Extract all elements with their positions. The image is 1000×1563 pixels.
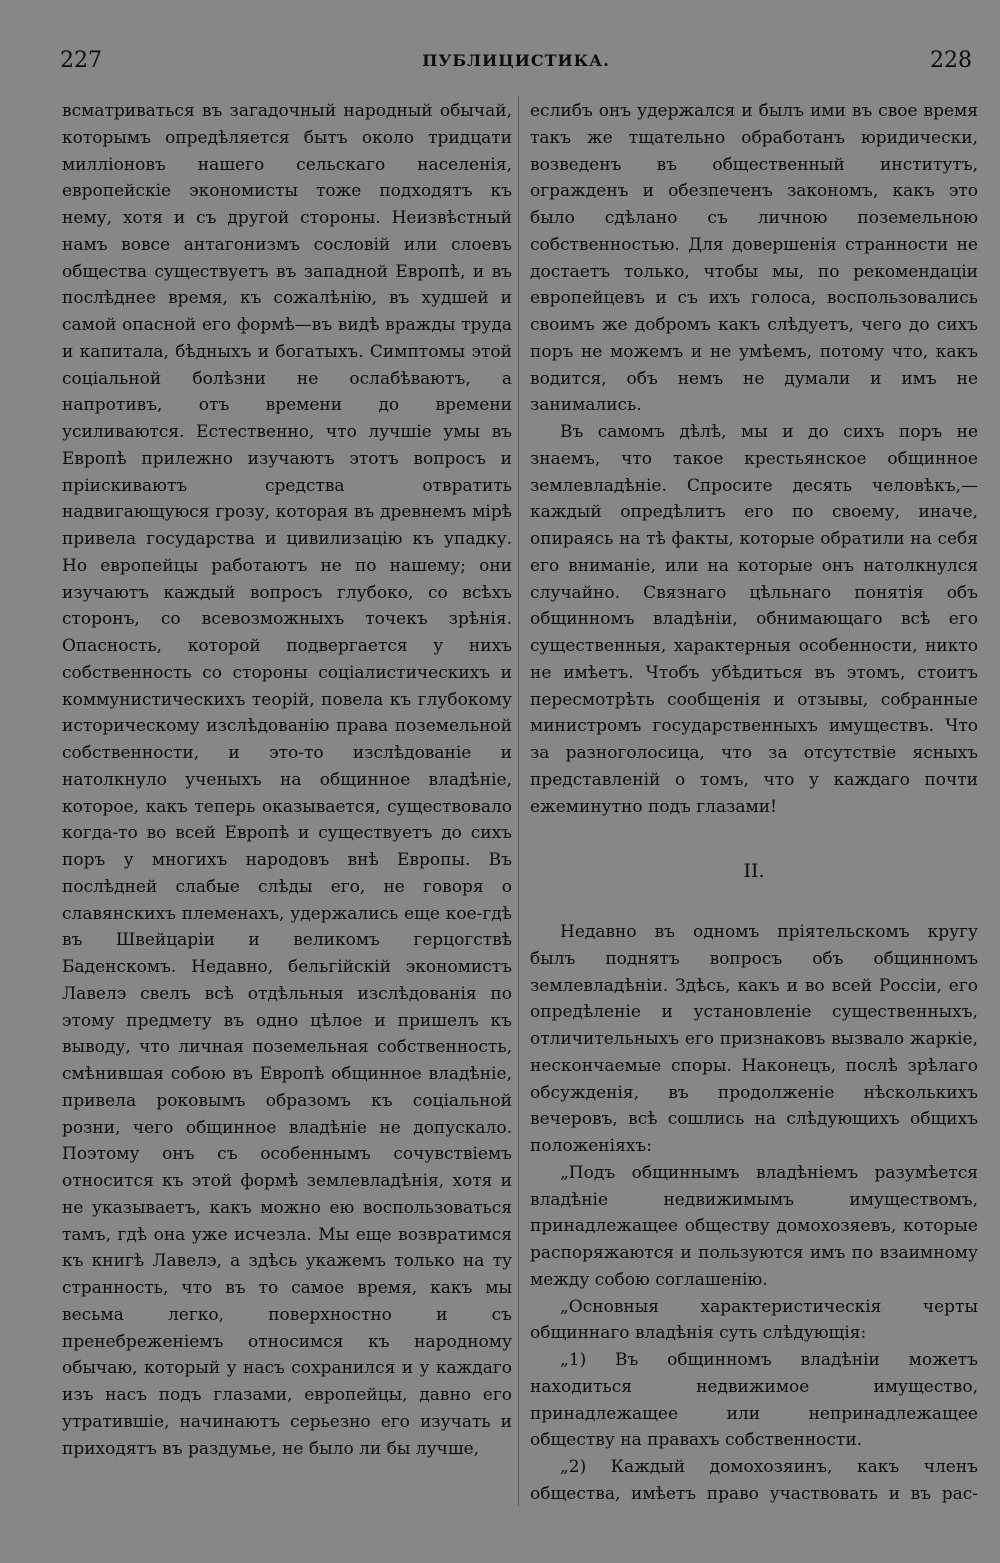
section-number: II. bbox=[743, 860, 765, 883]
left-column bbox=[62, 98, 512, 1462]
page-number-right: 228 bbox=[930, 48, 972, 73]
running-header bbox=[60, 48, 972, 80]
paragraph: еслибъ онъ удержался и былъ ими въ свое время такъ же тщательно обработанъ юридически, возведенъ въ общественный институтъ, огражденъ и обезпеченъ закономъ, какъ это было сдѣлано съ личною поземельною собственностью. Для довершенія странности не достаетъ только, чтобы мы, по рекомендаціи европейцевъ и съ ихъ голоса, воспользовались своимъ же добромъ какъ слѣдуетъ, чего до сихъ поръ не можемъ и не умѣемъ, потому что, какъ водится, объ немъ не думали и имъ не занимались. bbox=[530, 101, 978, 416]
column-divider bbox=[518, 96, 519, 1506]
right-column bbox=[530, 98, 978, 1508]
paragraph: „2) Каждый домохозяинъ, какъ членъ общества, имѣетъ право участвовать и въ рас- bbox=[530, 1457, 978, 1504]
paragraph: „Основныя характеристическія черты общиннаго владѣнія суть слѣдующія: bbox=[530, 1296, 978, 1344]
paragraph: Въ самомъ дѣлѣ, мы и до сихъ поръ не знаемъ, что такое крестьянское общинное землевладѣніе. Спросите десять человѣкъ,—каждый опредѣлитъ его по своему, иначе, опираясь на тѣ факты, которые обратили на себя его вниманіе, или на которые онъ натолкнулся случайно. Связнаго цѣльнаго понятія объ общинномъ владѣніи, обнимающаго всѣ его существенныя, характерныя особенности, никто не имѣетъ. Чтобъ убѣдиться въ этомъ, стоитъ пересмотрѣть сообщенія и отзывы, собранные министромъ государственныхъ имуществъ. Что за разноголосица, что за отсутствіе ясныхъ представленій о томъ, что у каждаго почти ежеминутно подъ глазами! bbox=[530, 422, 978, 817]
page-number-left: 227 bbox=[60, 48, 102, 73]
paragraph: всматриваться въ загадочный народный обычай, которымъ опредѣляется бытъ около тридцати милліоновъ нашего сельскаго населенія, европейскіе экономисты тоже подходятъ къ нему, хотя и съ другой стороны. Неизвѣстный намъ вовсе антагонизмъ сословій или слоевъ общества существуетъ въ западной Европѣ, и въ послѣднее время, къ сожалѣнію, въ худшей и самой опасной его формѣ—въ видѣ вражды труда и капитала, бѣдныхъ и богатыхъ. Симптомы этой соціальной болѣзни не ослабѣваютъ, а напротивъ, отъ времени до времени усиливаются. Естественно, что лучшіе умы въ Европѣ прилежно изучаютъ этотъ вопросъ и пріискиваютъ средства отвратить надвигающуюся грозу, которая въ древнемъ мірѣ привела государства и цивилизацію къ упадку. Но европейцы работаютъ не по нашему; они изучаютъ каждый вопросъ глубоко, со всѣхъ сторонъ, со всевозможныхъ точекъ зрѣнія. Опасность, которой подвергается у нихъ собственность со стороны соціалистическихъ и коммунистическихъ теорій, повела къ глубокому историческому изслѣдованію права поземельной собственности, и это-то изслѣдованіе и натолкнуло ученыхъ на общинное владѣніе, которое, какъ теперь оказывается, существовало когда-то во всей Европѣ и существуетъ до сихъ поръ у многихъ народовъ внѣ Европы. Въ послѣдней слабые слѣды его, не говоря о славянскихъ племенахъ, удержались еще кое-гдѣ въ Швейцаріи и великомъ герцогствѣ Баденскомъ. Недавно, бельгійскій экономистъ Лавелэ свелъ всѣ отдѣльныя изслѣдованія по этому предмету въ одно цѣлое и пришелъ къ выводу, что личная поземельная собственность, смѣнившая собою въ Европѣ общинное владѣніе, привела роковымъ образомъ къ соціальной розни, чего общинное владѣніе не допускало. Поэтому онъ съ особеннымъ сочувствіемъ относится къ этой формѣ землевладѣнія, хотя и не указываетъ, какъ можно ею воспользоваться тамъ, гдѣ она уже исчезла. Мы еще возвратимся къ книгѣ Лавелэ, а здѣсь укажемъ только на ту странность, что въ то самое время, какъ мы весьма легко, поверхностно и съ пренебреженіемъ относимся къ народному обычаю, который у насъ сохранился и у каждаго изъ насъ подъ глазами, европейцы, давно его утратившіе, начинаютъ серьезно его изучать и приходятъ въ раздумье, не было ли бы лучше, bbox=[62, 101, 512, 1459]
running-title: ПУБЛИЦИСТИКА. bbox=[422, 51, 610, 70]
paragraph: „1) Въ общинномъ владѣніи можетъ находиться недвижимое имущество, принадлежащее или непринадлежащее обществу на правахъ собственности. bbox=[530, 1350, 978, 1451]
paragraph: „Подъ общиннымъ владѣніемъ разумѣется владѣніе недвижимымъ имуществомъ, принадлежащее обществу домохозяевъ, которые распоряжаются и пользуются имъ по взаимному между собою соглашенію. bbox=[530, 1162, 978, 1290]
paragraph: Недавно въ одномъ пріятельскомъ кругу былъ поднятъ вопросъ объ общинномъ землевладѣніи. Здѣсь, какъ и во всей Россіи, его опредѣленіе и установленіе существенныхъ, отличительныхъ его признаковъ вызвало жаркіе, нескончаемые споры. Наконецъ, послѣ зрѣлаго обсужденія, въ продолженіе нѣсколькихъ вечеровъ, всѣ сошлись на слѣдующихъ общихъ положеніяхъ: bbox=[530, 922, 978, 1156]
